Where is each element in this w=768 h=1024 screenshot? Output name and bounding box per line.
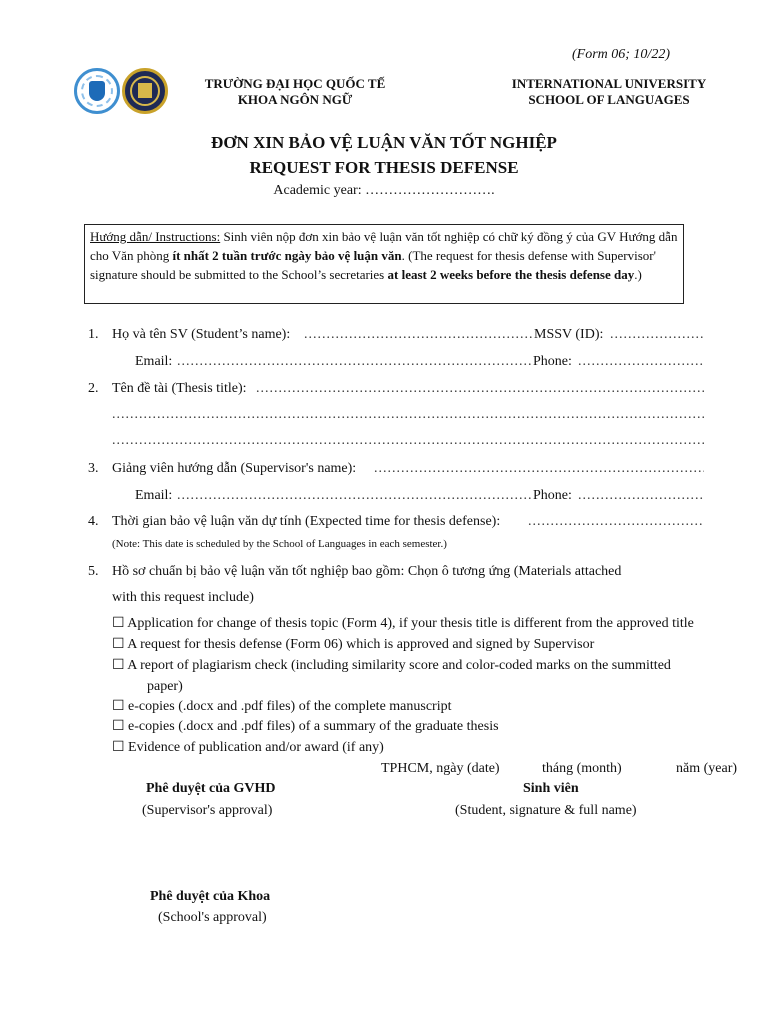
thesis-title-field[interactable]: [256, 380, 704, 398]
student-email-row: [0, 353, 768, 371]
supervisor-phone-field[interactable]: [578, 487, 704, 505]
university-line-en: INTERNATIONAL UNIVERSITY: [511, 76, 707, 91]
supervisor-name-label: Giảng viên hướng dẫn (Supervisor's name):: [112, 461, 357, 476]
materials-label: Hồ sơ chuẩn bị bảo vệ luận văn tốt nghiệp bao gồm: Chọn ô tương ứng (Materials attached: [112, 564, 622, 579]
logo-shield: [89, 81, 105, 101]
supervisor-approval-title: Phê duyệt của GVHD: [146, 781, 276, 796]
student-phone-label: Phone:: [533, 354, 572, 369]
student-phone-field[interactable]: [578, 353, 704, 371]
materials-label-2: with this request include): [112, 590, 254, 605]
student-id-field[interactable]: [610, 326, 704, 344]
year-label: năm (year): [676, 761, 738, 776]
checkbox-summary[interactable]: ☐ e-copies (.docx and .pdf files) of a summary of the graduate thesis: [112, 719, 499, 734]
faculty-line: KHOA NGÔN NGỮ: [237, 92, 353, 107]
thesis-title-row: [0, 380, 768, 398]
checkbox-plagiarism-report-cont: paper): [147, 679, 183, 694]
university-line: TRƯỜNG ĐẠI HỌC QUỐC TẾ: [204, 76, 386, 91]
supervisor-approval-subtitle: (Supervisor's approval): [142, 803, 273, 818]
school-approval-subtitle: (School's approval): [158, 910, 267, 925]
thesis-title-row-2: [0, 406, 768, 424]
student-name-row: [0, 326, 768, 344]
expected-time-field[interactable]: [528, 513, 704, 531]
item-number: 4.: [88, 514, 99, 529]
checkbox-change-topic[interactable]: ☐ Application for change of thesis topic (Form 4), if your thesis title is different from the approved title: [112, 616, 694, 631]
student-signature-title: Sinh viên: [523, 781, 579, 796]
university-name-vn: [195, 76, 395, 108]
place-date-label: TPHCM, ngày (date): [381, 761, 500, 776]
supervisor-name-field[interactable]: [374, 460, 704, 478]
thesis-title-field-3[interactable]: [112, 432, 704, 450]
student-name-field[interactable]: [304, 326, 534, 344]
item-number: 1.: [88, 327, 99, 342]
form-code: (Form 06; 10/22): [572, 47, 670, 62]
university-name-en: [500, 76, 718, 108]
instructions-vn: Sinh viên nộp đơn xin bảo vệ luận văn tốt nghiệp có chữ ký đồng ý của GV Hướng dẫn cho Văn phòng: [90, 229, 678, 263]
supervisor-phone-label: Phone:: [533, 488, 572, 503]
student-name-label: Họ và tên SV (Student’s name):: [112, 327, 291, 342]
item-number: 3.: [88, 461, 99, 476]
supervisor-email-label: Email:: [135, 488, 173, 503]
academic-year: Academic year: ……………………….: [273, 183, 495, 198]
materials-row-2: [0, 589, 768, 607]
checkbox-request-form[interactable]: ☐ A request for thesis defense (Form 06) which is approved and signed by Supervisor: [112, 637, 595, 652]
month-label: tháng (month): [542, 761, 622, 776]
expected-time-row: [0, 513, 768, 531]
item-number: 5.: [88, 564, 99, 579]
checkbox-plagiarism-report[interactable]: ☐ A report of plagiarism check (including similarity score and color-coded marks on the summitted: [112, 658, 671, 673]
instructions-end: .): [634, 267, 642, 282]
expected-time-label: Thời gian bảo vệ luận văn dự tính (Expected time for thesis defense):: [112, 514, 501, 529]
thesis-title-field-2[interactable]: [112, 406, 704, 424]
seal-emblem: [138, 83, 152, 98]
student-signature-subtitle: (Student, signature & full name): [455, 803, 637, 818]
thesis-title-row-3: [0, 432, 768, 450]
supervisor-email-field[interactable]: [177, 487, 533, 505]
thesis-title-label: Tên đề tài (Thesis title):: [112, 381, 247, 396]
checkbox-manuscript[interactable]: ☐ e-copies (.docx and .pdf files) of the complete manuscript: [112, 699, 452, 714]
instructions-label: Hướng dẫn/ Instructions:: [90, 229, 221, 244]
instructions-box: [84, 224, 684, 304]
title-vietnamese: ĐƠN XIN BẢO VỆ LUẬN VĂN TỐT NGHIỆP: [211, 133, 557, 152]
supervisor-email-row: [0, 487, 768, 505]
materials-row: [0, 563, 768, 581]
student-email-field[interactable]: [177, 353, 533, 371]
item-number: 2.: [88, 381, 99, 396]
checkbox-publication[interactable]: ☐ Evidence of publication and/or award (if any): [112, 740, 384, 755]
defense-date-note: (Note: This date is scheduled by the School of Languages in each semester.): [112, 538, 447, 550]
international-university-logo: [74, 68, 120, 114]
student-id-label: MSSV (ID):: [534, 327, 604, 342]
instructions-en: . (The request for thesis defense with Supervisor' signature should be submitted to the School’s secretaries: [90, 248, 656, 282]
title-english: REQUEST FOR THESIS DEFENSE: [249, 158, 519, 177]
school-line-en: SCHOOL OF LANGUAGES: [528, 92, 690, 107]
school-of-languages-seal: [122, 68, 168, 114]
student-email-label: Email:: [135, 354, 173, 369]
instructions-vn-bold: ít nhất 2 tuần trước ngày bảo vệ luận văn: [172, 248, 402, 263]
instructions-en-bold: at least 2 weeks before the thesis defense day: [387, 267, 635, 282]
school-approval-title: Phê duyệt của Khoa: [150, 889, 271, 904]
supervisor-name-row: [0, 460, 768, 478]
